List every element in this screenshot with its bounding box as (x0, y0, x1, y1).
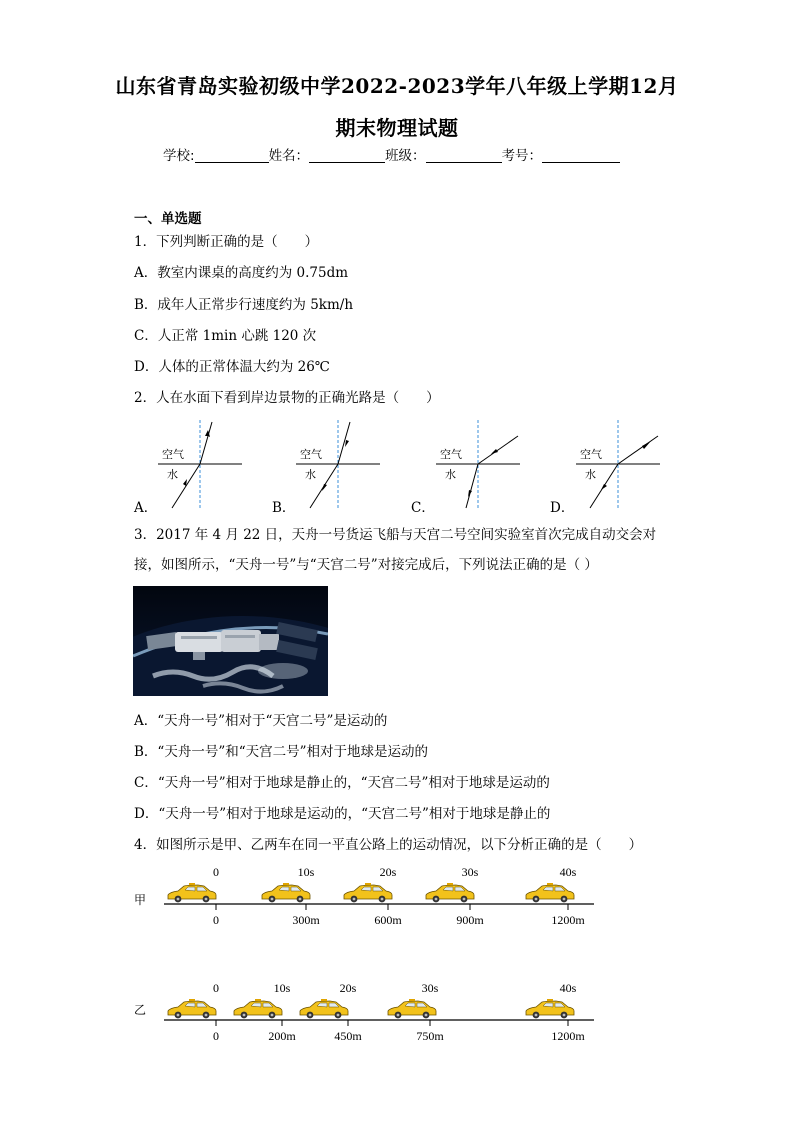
q2-option-d[interactable]: D． (550, 500, 575, 516)
student-info (163, 144, 620, 164)
q3-stem-line2: 接，如图所示，“天舟一号”与“天宫二号”对接完成后，下列说法正确的是（ ） (134, 557, 598, 573)
car_a-time-label: 30s (461, 865, 479, 879)
q1-option-c[interactable]: C．人正常 1min 心跳 120 次 (134, 328, 317, 344)
name-label: 姓名： (268, 148, 310, 164)
car_a-time-label: 0 (213, 865, 219, 879)
car_a-distance-label: 0 (213, 913, 219, 927)
svg-text:空气: 空气 (300, 448, 322, 461)
page-title-line1: 山东省青岛实验初级中学2022-2023学年八年级上学期12月 (115, 74, 679, 98)
car_b-distance-label: 750m (416, 1029, 444, 1043)
car_b-car-icon (168, 999, 216, 1018)
car_a-time-label: 20s (379, 865, 397, 879)
car_a-distance-label: 1200m (551, 913, 585, 927)
car-a-label: 甲 (134, 893, 147, 907)
car_a-time-label: 10s (297, 865, 315, 879)
q2-stem: 2．人在水面下看到岸边景物的正确光路是（ ） (134, 390, 440, 406)
car_b-time-label: 40s (559, 981, 577, 995)
q1-stem: 1．下列判断正确的是（ ） (134, 234, 319, 250)
car_a-distance-label: 600m (374, 913, 402, 927)
car_a-time-label: 40s (559, 865, 577, 879)
car-b-label: 乙 (134, 1003, 147, 1017)
q2-option-b[interactable]: B． (272, 500, 296, 516)
svg-text:水: 水 (445, 468, 456, 481)
class-field[interactable] (426, 148, 502, 163)
svg-text:空气: 空气 (440, 448, 462, 461)
q2-diagram-c[interactable] (436, 420, 520, 510)
q1-option-d[interactable]: D．人体的正常体温大约为 26℃ (134, 359, 330, 375)
class-label: 班级： (385, 148, 426, 164)
exam-no-field[interactable] (542, 148, 620, 163)
section-title: 一、单选题 (134, 211, 202, 227)
car_a-car-icon (344, 883, 392, 902)
car_b-time-label: 30s (421, 981, 439, 995)
svg-text:空气: 空气 (580, 448, 602, 461)
car_b-distance-label: 0 (213, 1029, 219, 1043)
school-field[interactable] (195, 148, 269, 163)
school-label: 学校: (163, 148, 195, 164)
q4-stem: 4．如图所示是甲、乙两车在同一平直公路上的运动情况，以下分析正确的是（ ） (134, 837, 643, 853)
car_b-time-label: 20s (339, 981, 357, 995)
q3-option-b[interactable]: B．“天舟一号”和“天宫二号”相对于地球是运动的 (134, 744, 429, 760)
svg-text:空气: 空气 (162, 448, 184, 461)
car_a-distance-label: 900m (456, 913, 484, 927)
car_b-time-label: 0 (213, 981, 219, 995)
q2-option-a[interactable]: A． (134, 500, 158, 516)
name-field[interactable] (309, 148, 385, 163)
car_a-car-icon (168, 883, 216, 902)
q3-stem-line1: 3．2017 年 4 月 22 日，天舟一号货运飞船与天宫二号空间实验室首次完成自动交会对 (134, 527, 657, 543)
exam-no-label: 考号： (501, 148, 543, 164)
q4-diagram (128, 862, 608, 1048)
car_b-car-icon (388, 999, 436, 1018)
car_b-car-icon (300, 999, 348, 1018)
q3-option-a[interactable]: A．“天舟一号”相对于“天宫二号”是运动的 (134, 713, 388, 729)
space-station-image (133, 586, 328, 696)
svg-text:水: 水 (585, 468, 596, 481)
page-title-line2: 期末物理试题 (335, 116, 459, 140)
car_a-distance-label: 300m (292, 913, 320, 927)
car_b-distance-label: 1200m (551, 1029, 585, 1043)
car_a-car-icon (426, 883, 474, 902)
car_b-distance-label: 450m (334, 1029, 362, 1043)
car_b-car-icon (234, 999, 282, 1018)
car_b-time-label: 10s (273, 981, 291, 995)
q3-option-d[interactable]: D．“天舟一号”相对于地球是运动的，“天宫二号”相对于地球是静止的 (134, 806, 551, 822)
q2-diagram-b[interactable] (296, 420, 380, 510)
car_b-distance-label: 200m (268, 1029, 296, 1043)
q3-option-c[interactable]: C．“天舟一号”相对于地球是静止的，“天宫二号”相对于地球是运动的 (134, 775, 550, 791)
q2-diagrams (130, 418, 670, 518)
car_a-car-icon (526, 883, 574, 902)
car_b-car-icon (526, 999, 574, 1018)
svg-text:水: 水 (305, 468, 316, 481)
q1-option-a[interactable]: A．教室内课桌的高度约为 0.75dm (134, 265, 349, 281)
svg-text:水: 水 (167, 468, 178, 481)
q2-option-c[interactable]: C． (411, 500, 435, 516)
q2-diagram-d[interactable] (576, 420, 660, 510)
car_a-car-icon (262, 883, 310, 902)
q2-diagram-a[interactable] (158, 420, 242, 510)
q1-option-b[interactable]: B．成年人正常步行速度约为 5km/h (134, 297, 354, 313)
